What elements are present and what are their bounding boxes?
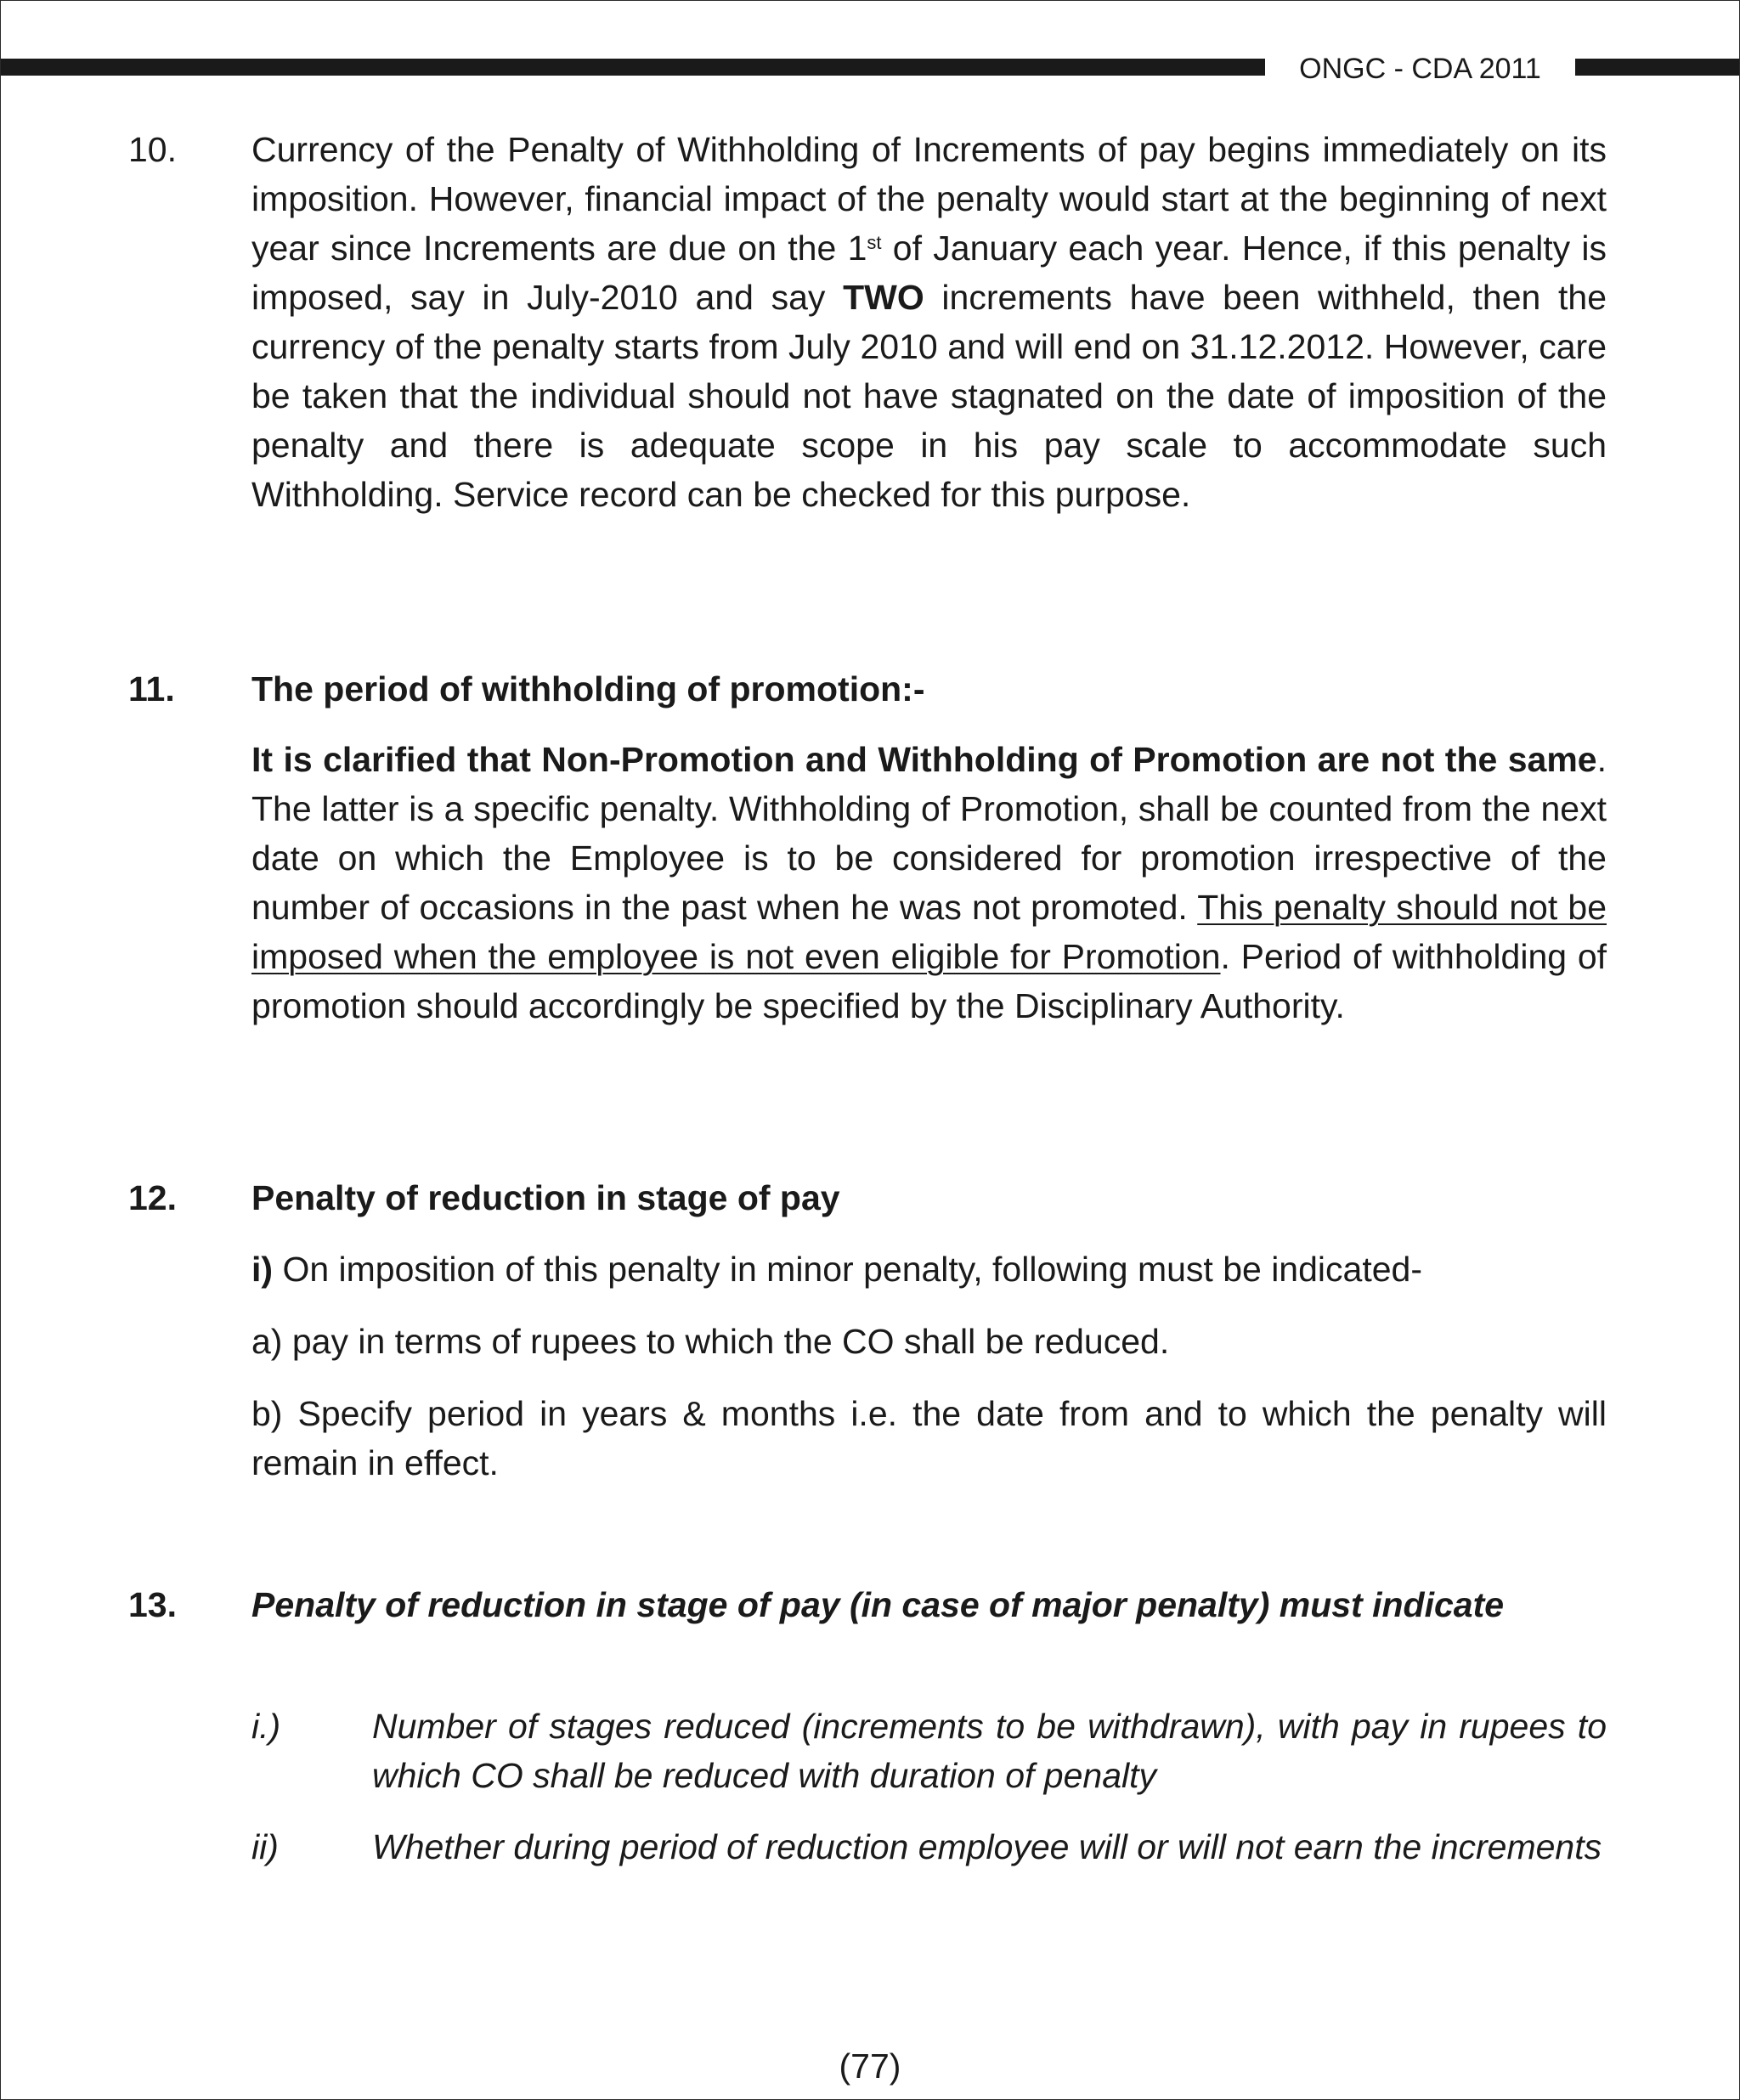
section-12-heading: Penalty of reduction in stage of pay	[251, 1178, 840, 1217]
header-rule-left	[1, 59, 1265, 76]
section-10-text-3: increments have been withheld, then the currency of the penalty starts from July 2010 and will end on 31.12.2012. However, care be taken that the individual should not have stagnated on the date of imposition of the penalty and there is adequate scope in his pay scale to accommodate such Withholding. Service record can be checked for this purpose.	[251, 278, 1607, 514]
section-12-item-i-label: i)	[251, 1250, 274, 1289]
ordinal-suffix: st	[867, 232, 882, 253]
section-13-item-text: Whether during period of reduction employee will or will not earn the increments	[372, 1827, 1602, 1866]
section-11-text-1: . The latter is a specific penalty. Withholding of Promotion, shall be counted from the next date on which the Employee is to be considered for promotion irrespective of the number of occasions in the past when he was not promoted.	[251, 740, 1607, 927]
section-11-heading: The period of withholding of promotion:-	[251, 669, 925, 708]
section-11-number: 11.	[128, 669, 175, 708]
section-12-item-i-text: On imposition of this penalty in minor penalty, following must be indicated-	[273, 1250, 1422, 1289]
header-title: ONGC - CDA 2011	[1299, 53, 1541, 85]
section-13-item-label: ii)	[251, 1827, 279, 1866]
page-number: (77)	[839, 2046, 901, 2086]
section-13-item-text: Number of stages reduced (increments to be withdrawn), with pay in rupees to which CO shall be reduced with duration of penalty	[372, 1707, 1607, 1795]
section-10-paragraph	[251, 125, 1607, 519]
section-10-bold-word: TWO	[843, 278, 924, 317]
section-10-text-2: of January each year. Hence, if this penalty is imposed, say in July-2010 and say	[251, 229, 1607, 317]
header-rule-right	[1575, 59, 1739, 76]
section-11-underlined-text: This penalty should not be imposed when the employee is not even eligible for Promotion	[251, 888, 1607, 976]
section-13-number: 13.	[128, 1585, 177, 1624]
section-12-item-b: b) Specify period in years & months i.e. the date from and to which the penalty will remain in effect.	[251, 1394, 1607, 1482]
section-12-number: 12.	[128, 1178, 177, 1217]
section-13-heading: Penalty of reduction in stage of pay (in case of major penalty) must indicate	[251, 1585, 1505, 1624]
section-13-item-label: i.)	[251, 1707, 281, 1746]
section-11-paragraph	[251, 735, 1607, 1030]
section-11-text-2: . Period of withholding of promotion should accordingly be specified by the Disciplinary Authority.	[251, 937, 1607, 1025]
section-12-item-a: a) pay in terms of rupees to which the CO shall be reduced.	[251, 1322, 1170, 1361]
section-10-text-1: Currency of the Penalty of Withholding of Increments of pay begins immediately on its imposition. However, financial impact of the penalty would start at the beginning of next year since Increments are due on the 1	[251, 130, 1607, 268]
section-11-bold-lead: It is clarified that Non-Promotion and Withholding of Promotion are not the same	[251, 740, 1597, 779]
section-10-number: 10.	[128, 130, 177, 169]
section-12-item-i	[251, 1245, 1607, 1294]
